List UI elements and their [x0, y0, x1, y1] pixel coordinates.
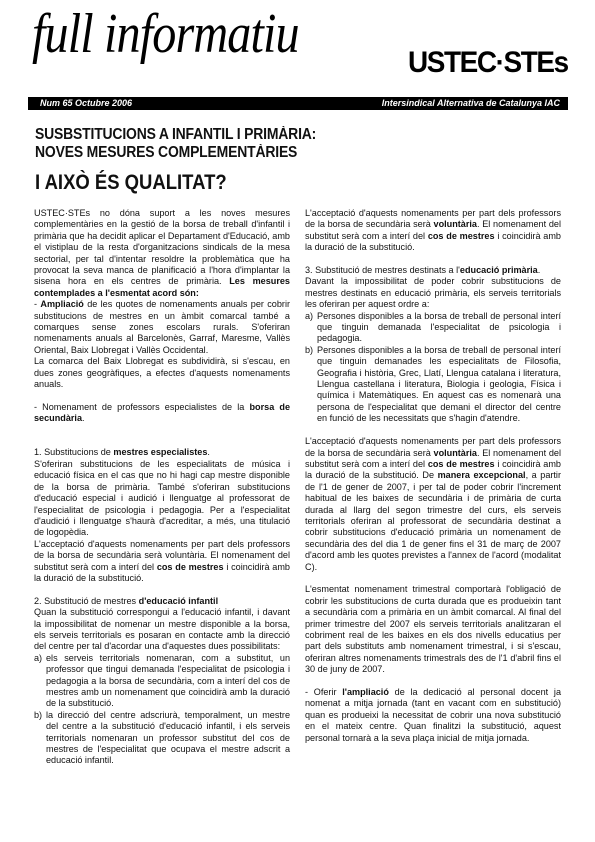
section-3-option-b [305, 345, 561, 425]
nomenament-bold: borsa de secundària [34, 401, 291, 424]
section-1-acceptance-end: i coincidirà amb la duració de la substitució. [34, 561, 290, 583]
intro-paragraph [34, 208, 290, 299]
ampliacio-paragraph: - Ampliació de les quotes de nomenaments anuals per cobrir substitucions de mestres en un àmbit comarcal també a comarques sense zones escolars rurals. S'oferiran nomenaments anuals al Barcelonès, Garraf, Maresme, Vallès Oriental, Baix Llobregat i Vallès Occidental. [34, 299, 291, 355]
nomenament-paragraph: - Nomenament de professors especialistes de la borsa de secundària. [34, 401, 291, 424]
option-a-text: Persones disponibles a la borsa de treball de personal interí que tinguin demanada l'especialitat de psicologia i pedagogia. [317, 310, 561, 344]
article-subtitle-line-2: NOVES MESURES COMPLEMENTÀRIES [35, 144, 298, 161]
section-1-acceptance-text: L'acceptació d'aquests nomenaments per part dels professors de la borsa de secundària serà voluntària. El nomenament del substitut serà com a interí del [34, 538, 290, 572]
oferir-text: de la dedicació al personal docent ja nomenat a mitja jornada (tant en vacant com en substitució) quan es produeixi la necessitat de cobrir una nova substitució en el mateix centre. Quan finalitzi la substitució, aquest personal tornarà a la seva plaça inicial de mitja jornada. [305, 687, 562, 743]
section-1-acceptance [34, 539, 290, 585]
list-marker: b) [305, 344, 314, 355]
section-3-prefix: 3. Substitució de mestres destinats a l' [305, 265, 460, 276]
section-1-heading: 1. Substitucions de mestres especialistes. [34, 447, 210, 458]
ampliacio-text: de les quotes de nomenaments anuals per cobrir substitucions de mestres en un àmbit comarcal també a comarques sense zones escolars rurals. S'oferiran nomenaments anuals al Barcelonès, Garraf, Maresme, Vallès Oriental, Baix Llobregat i Vallès Occidental. [34, 299, 291, 355]
intro-bold-text: Les mesures contemplades a l'esmentat acord són: [34, 276, 290, 298]
section-2-text: Quan la substitució correspongui a l'educació infantil, i davant la impossibilitat de nomenar un mestre disponible a la borsa, els serveis territorials es posaran en contacte amb la direcció del centre per tal d'acordar una d'aquestes dues possibilitats: [34, 607, 290, 652]
acceptance-1-end: i coincidirà amb la duració de la substitució. [305, 230, 561, 253]
section-2-prefix: 2. Substitució de mestres [34, 595, 137, 606]
list-marker: a) [34, 652, 43, 663]
section-3-bold: educació primària [459, 265, 538, 276]
acceptance-2-end: , a partir de l'1 de gener de 2007, i per tal de poder cobrir l'increment habitual de les baixes de secundària i de primària de curta durada al llarg del segon trimestre del curs, els serveis territorials oferiran al professorat de secundària destinat a cobrir substitucions d'educació primària un nomenament de secundària des del dia 1 de gener fins el 31 de març de 2007 d'acord amb les quotes previstes a l'annex de l'acord (modalitat C). [305, 470, 561, 572]
option-a-text: els serveis territorials nomenaran, com a substitut, un professor que tingui demanada l'especialitat de psicologia i pedagogia a la borsa de secundària, com a interí del cos de mestres amb un nomenament que coincidirà amb la duració de la substitució. [46, 652, 290, 709]
section-3-option-a [305, 311, 561, 345]
section-2-bold: d'educació infantil [138, 595, 219, 606]
intro-text: USTEC·STEs no dóna suport a les noves mesures complementàries en la gestió de la borsa de treball d'infantil i primària que ha decidit aplicar el Departament d'Educació, amb el vistiplau de la resta d'organitzacions sindicals de la mesa sectorial, per tal d'intentar resoldre la problemàtica que ha provocat la seva manca de planificació a l'hora d'implantar la sisena hora en els centres de primària. [34, 208, 290, 287]
acceptance-2-mid: . El nomenament del substitut serà com a interí del [305, 447, 561, 469]
acceptance-paragraph-2 [305, 436, 561, 573]
section-3-heading: 3. Substitució de mestres destinats a l'educació primària. [305, 265, 541, 276]
oferir-bold: l'ampliació [342, 687, 389, 697]
section-1-bold: mestres especialistes [113, 447, 208, 458]
acceptance-2-text: L'acceptació d'aquests nomenaments per part dels professors de la borsa de secundària serà [305, 436, 561, 458]
article-subtitle-line-1: SUSBSTITUCIONS A INFANTIL I PRIMÀRIA: [35, 126, 317, 143]
acceptance-1-mid: . El nomenament del substitut serà com a interí del [305, 219, 561, 241]
union-logo-text: USTEC·STEs [408, 46, 568, 79]
acceptance-2-bold-3: manera excepcional [437, 470, 526, 481]
issue-bar [28, 97, 568, 110]
trimestral-paragraph: L'esmentat nomenament trimestral comportarà l'obligació de cobrir les substitucions de curta durada que es produeixin tant a secundària com a primària en un àmbit comarcal. Al final del primer trimestre del 2007 els serveis territorials analitzaran el cobriment real de les baixes en els dos nivells educatius per part dels substituts amb nomenament trimestral, i si s'escau, oferiran altres nomenaments trimestrals des de l'1 d'abril fins el 30 de juny de 2007. [305, 584, 561, 675]
acceptance-1-bold: voluntària [433, 219, 477, 230]
list-marker: b) [34, 709, 43, 720]
acceptance-2-bold-2: cos de mestres [427, 458, 495, 469]
section-1-acceptance-bold: cos de mestres [156, 561, 224, 572]
acceptance-paragraph-1 [305, 208, 561, 254]
section-1-prefix: 1. Substitucions de [34, 447, 111, 458]
right-column [305, 208, 561, 755]
acceptance-2-mid-2: i coincidirà amb la duració de la substitució. De [305, 458, 561, 481]
left-column [34, 208, 290, 767]
ampliacio-bold: Ampliació [40, 299, 84, 310]
acceptance-2-bold: voluntària [433, 447, 477, 458]
spacer [305, 425, 561, 436]
option-b-text: la direcció del centre adscriurà, temporalment, un mestre del centre a la substitució d'educació infantil, i els serveis territorials nomenaran un professor substitut del cos de mestres de l'especialitat que ocupava el mestre adscrit a educació infantil. [46, 709, 290, 766]
oferir-prefix: - Oferir [305, 687, 337, 697]
list-marker: a) [305, 310, 314, 321]
spacer [34, 436, 290, 447]
acceptance-1-text: L'acceptació d'aquests nomenaments per part dels professors de la borsa de secundària serà [305, 208, 561, 230]
section-1-text: S'oferiran substitucions de les especialitats de música i educació física en el cas que no hi hagi cap mestre disponible de la borsa de primària. També s'oferiran substitucions d'educació especial i audició i llenguatge al professorat de l'especialitat de psicologia i pedagogia. Per a l'especialitat d'audició i llenguatge s'haurà d'acreditar, a més, una titulació de logopèdia. [34, 458, 290, 538]
oferir-paragraph [305, 687, 561, 744]
nomenament-text: - Nomenament de professors especialistes de la [34, 401, 245, 412]
article-headline: I AIXÒ ÉS QUALITAT? [35, 171, 227, 194]
comarca-paragraph: La comarca del Baix Llobregat es subdividirà, si s'escau, en dues zones geogràfiques, a efectes d'aquests nomenaments anuals. [34, 356, 290, 390]
newsletter-title: full informatiu [32, 3, 299, 65]
section-2-option-a [34, 653, 290, 710]
organization-tagline: Intersindical Alternativa de Catalunya IAC [381, 98, 560, 108]
acceptance-1-bold-2: cos de mestres [427, 230, 495, 241]
article-titles [35, 126, 565, 195]
section-3-text: Davant la impossibilitat de poder cobrir substitucions de mestres destinats en educació primària, els serveis territorials les oferiran per aquest ordre a: [305, 276, 561, 310]
masthead [28, 3, 568, 96]
section-2-heading [34, 596, 290, 607]
issue-number: Num 65 Octubre 2006 [40, 98, 133, 108]
option-b-text: Persones disponibles a la borsa de treball de personal interí que tinguin demanades les especialitats de Filosofia, Geografia i història, Grec, Llatí, Llengua catalana i literatura, Llengua castellana i literatura, Biologia i geologia, Física i química i Matemàtiques. En aquest cas es nomenarà una persona de l'especialitat que demani el director del centre en funció de les necessitats que s'hagin d'atendre. [317, 344, 561, 424]
section-2-option-b [34, 710, 290, 767]
